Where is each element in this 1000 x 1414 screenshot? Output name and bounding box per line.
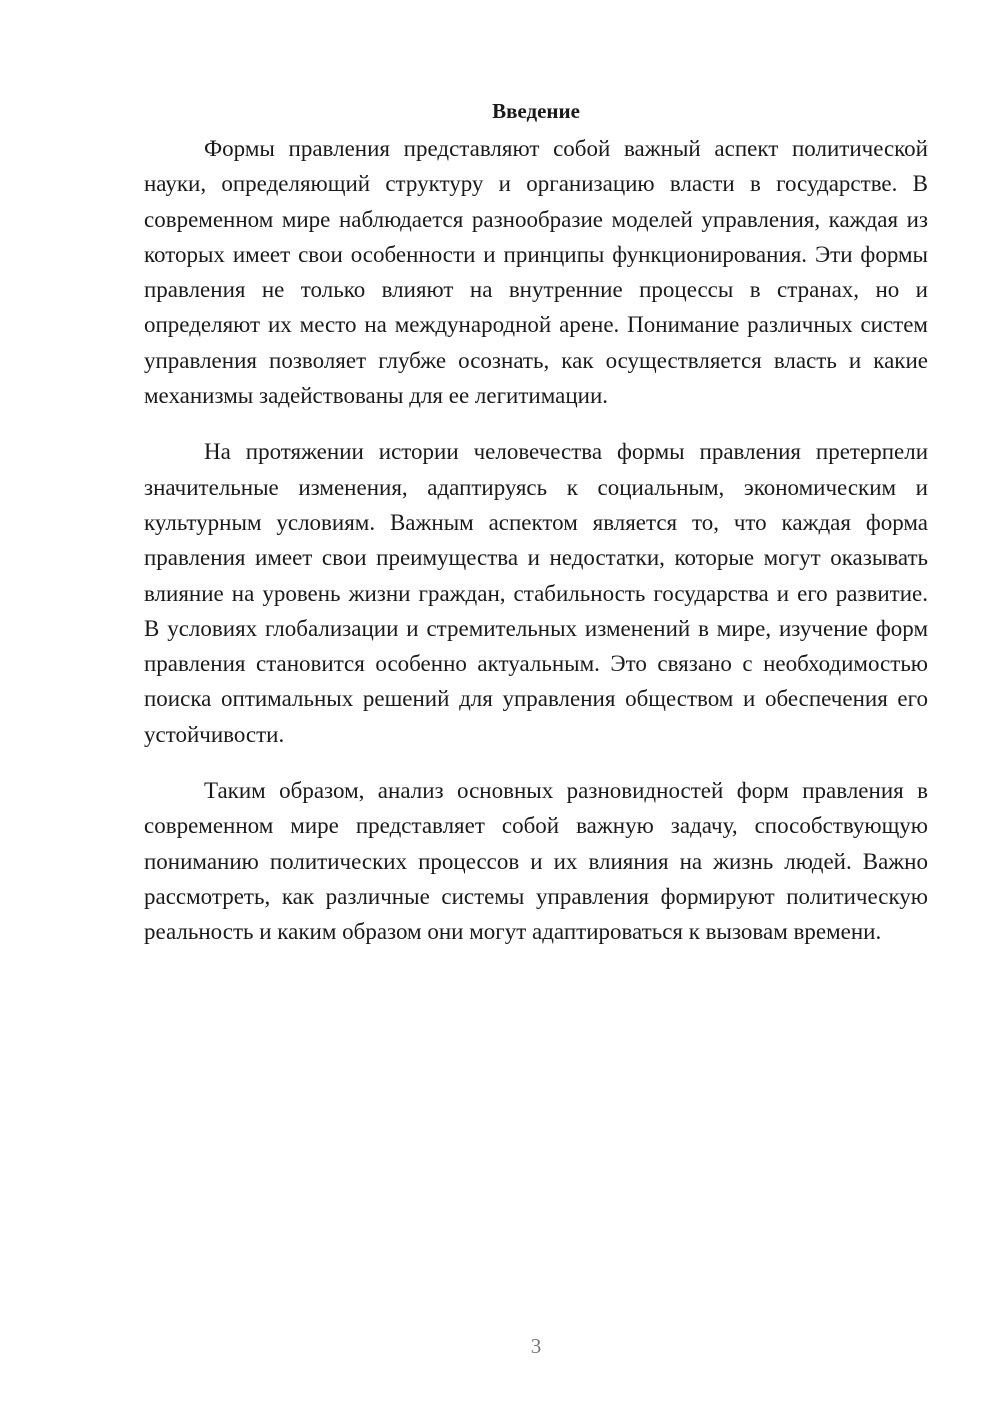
paragraph-2: На протяжении истории человечества формы правления претерпели значительные изменения, адаптируясь к социальным, экономическим и культурным условиям. Важным аспектом является то, что каждая форма правления имеет свои преимущества и недостатки, которые могут оказывать влияние на уровень жизни граждан, стабильность государства и его развитие. В условиях глобализации и стремительных изменений в мире, изучение форм правления становится особенно актуальным. Это связано с необходимостью поиска оптимальных решений для управления обществом и обеспечения его устойчивости. [144,439,928,747]
section-title: Введение [492,99,580,123]
page-content [144,94,928,971]
page-number: 3 [530,1334,542,1358]
paragraph-1: Формы правления представляют собой важный аспект политической науки, определяющий структуру и организацию власти в государстве. В современном мире наблюдается разнообразие моделей управления, каждая из которых имеет свои особенности и принципы функционирования. Эти формы правления не только влияют на внутренние процессы в странах, но и определяют их место на международной арене. Понимание различных систем управления позволяет глубже осознать, как осуществляется власть и какие механизмы задействованы для ее легитимации. [144,136,928,409]
paragraph-3: Таким образом, анализ основных разновидностей форм правления в современном мире представляет собой важную задачу, способствующую пониманию политических процессов и их влияния на жизнь людей. Важно рассмотреть, как различные системы управления формируют политическую реальность и каким образом они могут адаптироваться к вызовам времени. [144,778,928,945]
